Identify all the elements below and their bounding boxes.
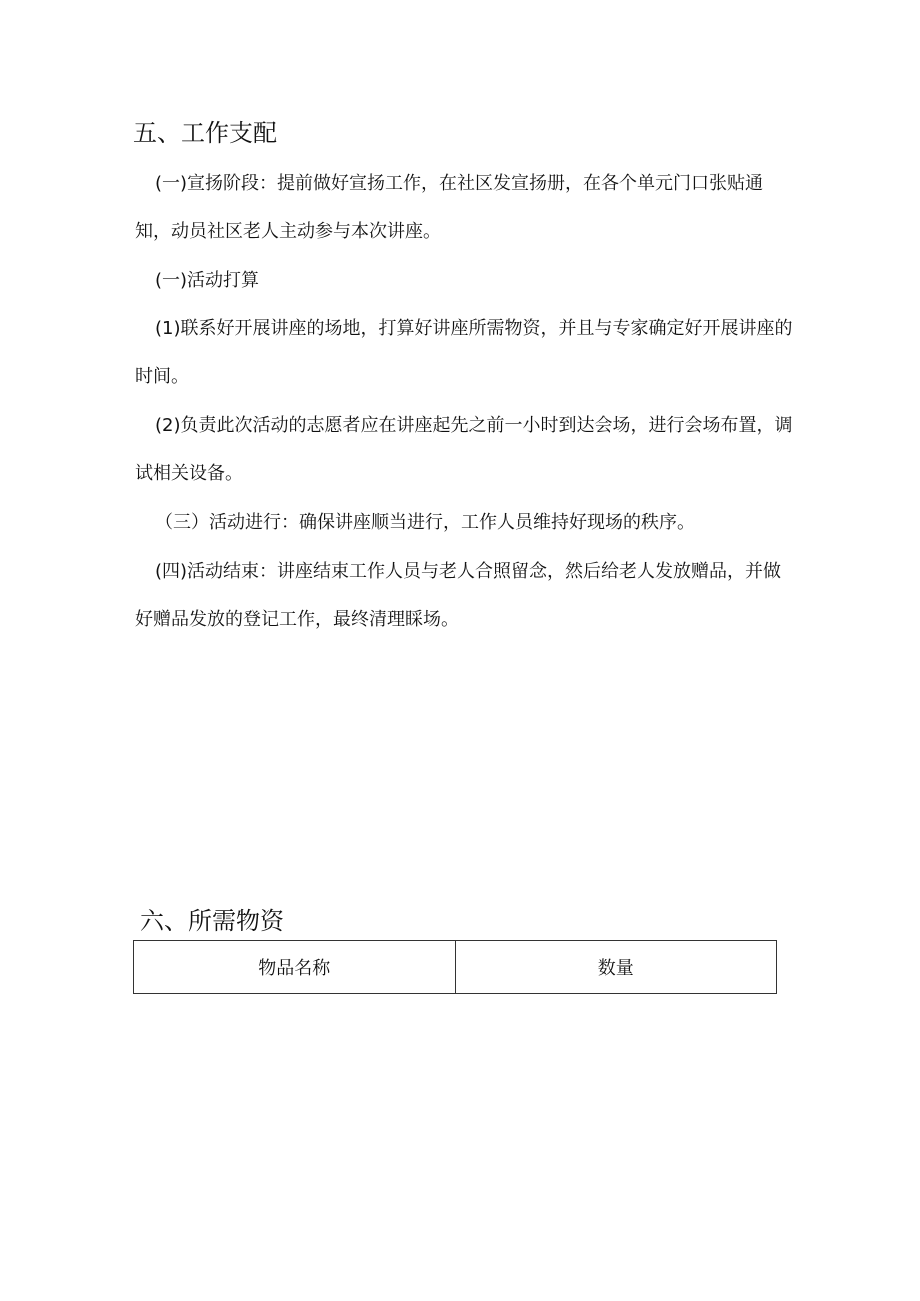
paragraph-line: 时间。: [135, 366, 189, 387]
paragraph-activity-progress: [135, 499, 875, 547]
paragraph-plan-item-2: [135, 402, 875, 498]
column-header-quantity: 数量: [455, 941, 777, 994]
paragraph-line: (1)联系好开展讲座的场地，打算好讲座所需物资，并且与专家确定好开展讲座的: [155, 318, 793, 339]
paragraph-plan-item-1: [135, 305, 875, 401]
paragraph-publicity-stage: [135, 160, 875, 256]
paragraph-activity-end: [135, 548, 875, 644]
paragraph-line: 好赠品发放的登记工作，最终清理睬场。: [135, 609, 459, 630]
paragraph-line: 知，动员社区老人主动参与本次讲座。: [135, 221, 441, 242]
paragraph-line: (一)宣扬阶段：提前做好宣扬工作，在社区发宣扬册，在各个单元门口张贴通: [155, 173, 764, 194]
table-header-row: [134, 941, 777, 994]
paragraph-activity-plan: [135, 257, 875, 305]
paragraph-line: 试相关设备。: [135, 463, 243, 484]
materials-table: [133, 940, 777, 994]
paragraph-line: (四)活动结束：讲座结束工作人员与老人合照留念，然后给老人发放赠品，并做: [155, 561, 782, 582]
section-5-heading: 五、工作支配: [133, 119, 277, 147]
paragraph-line: (2)负责此次活动的志愿者应在讲座起先之前一小时到达会场，进行会场布置，调: [155, 415, 793, 436]
column-header-item-name: 物品名称: [134, 941, 456, 994]
paragraph-line: （三）活动进行：确保讲座顺当进行，工作人员维持好现场的秩序。: [155, 512, 695, 533]
paragraph-line: (一)活动打算: [155, 270, 260, 291]
section-6-heading: 六、所需物资: [140, 907, 284, 935]
